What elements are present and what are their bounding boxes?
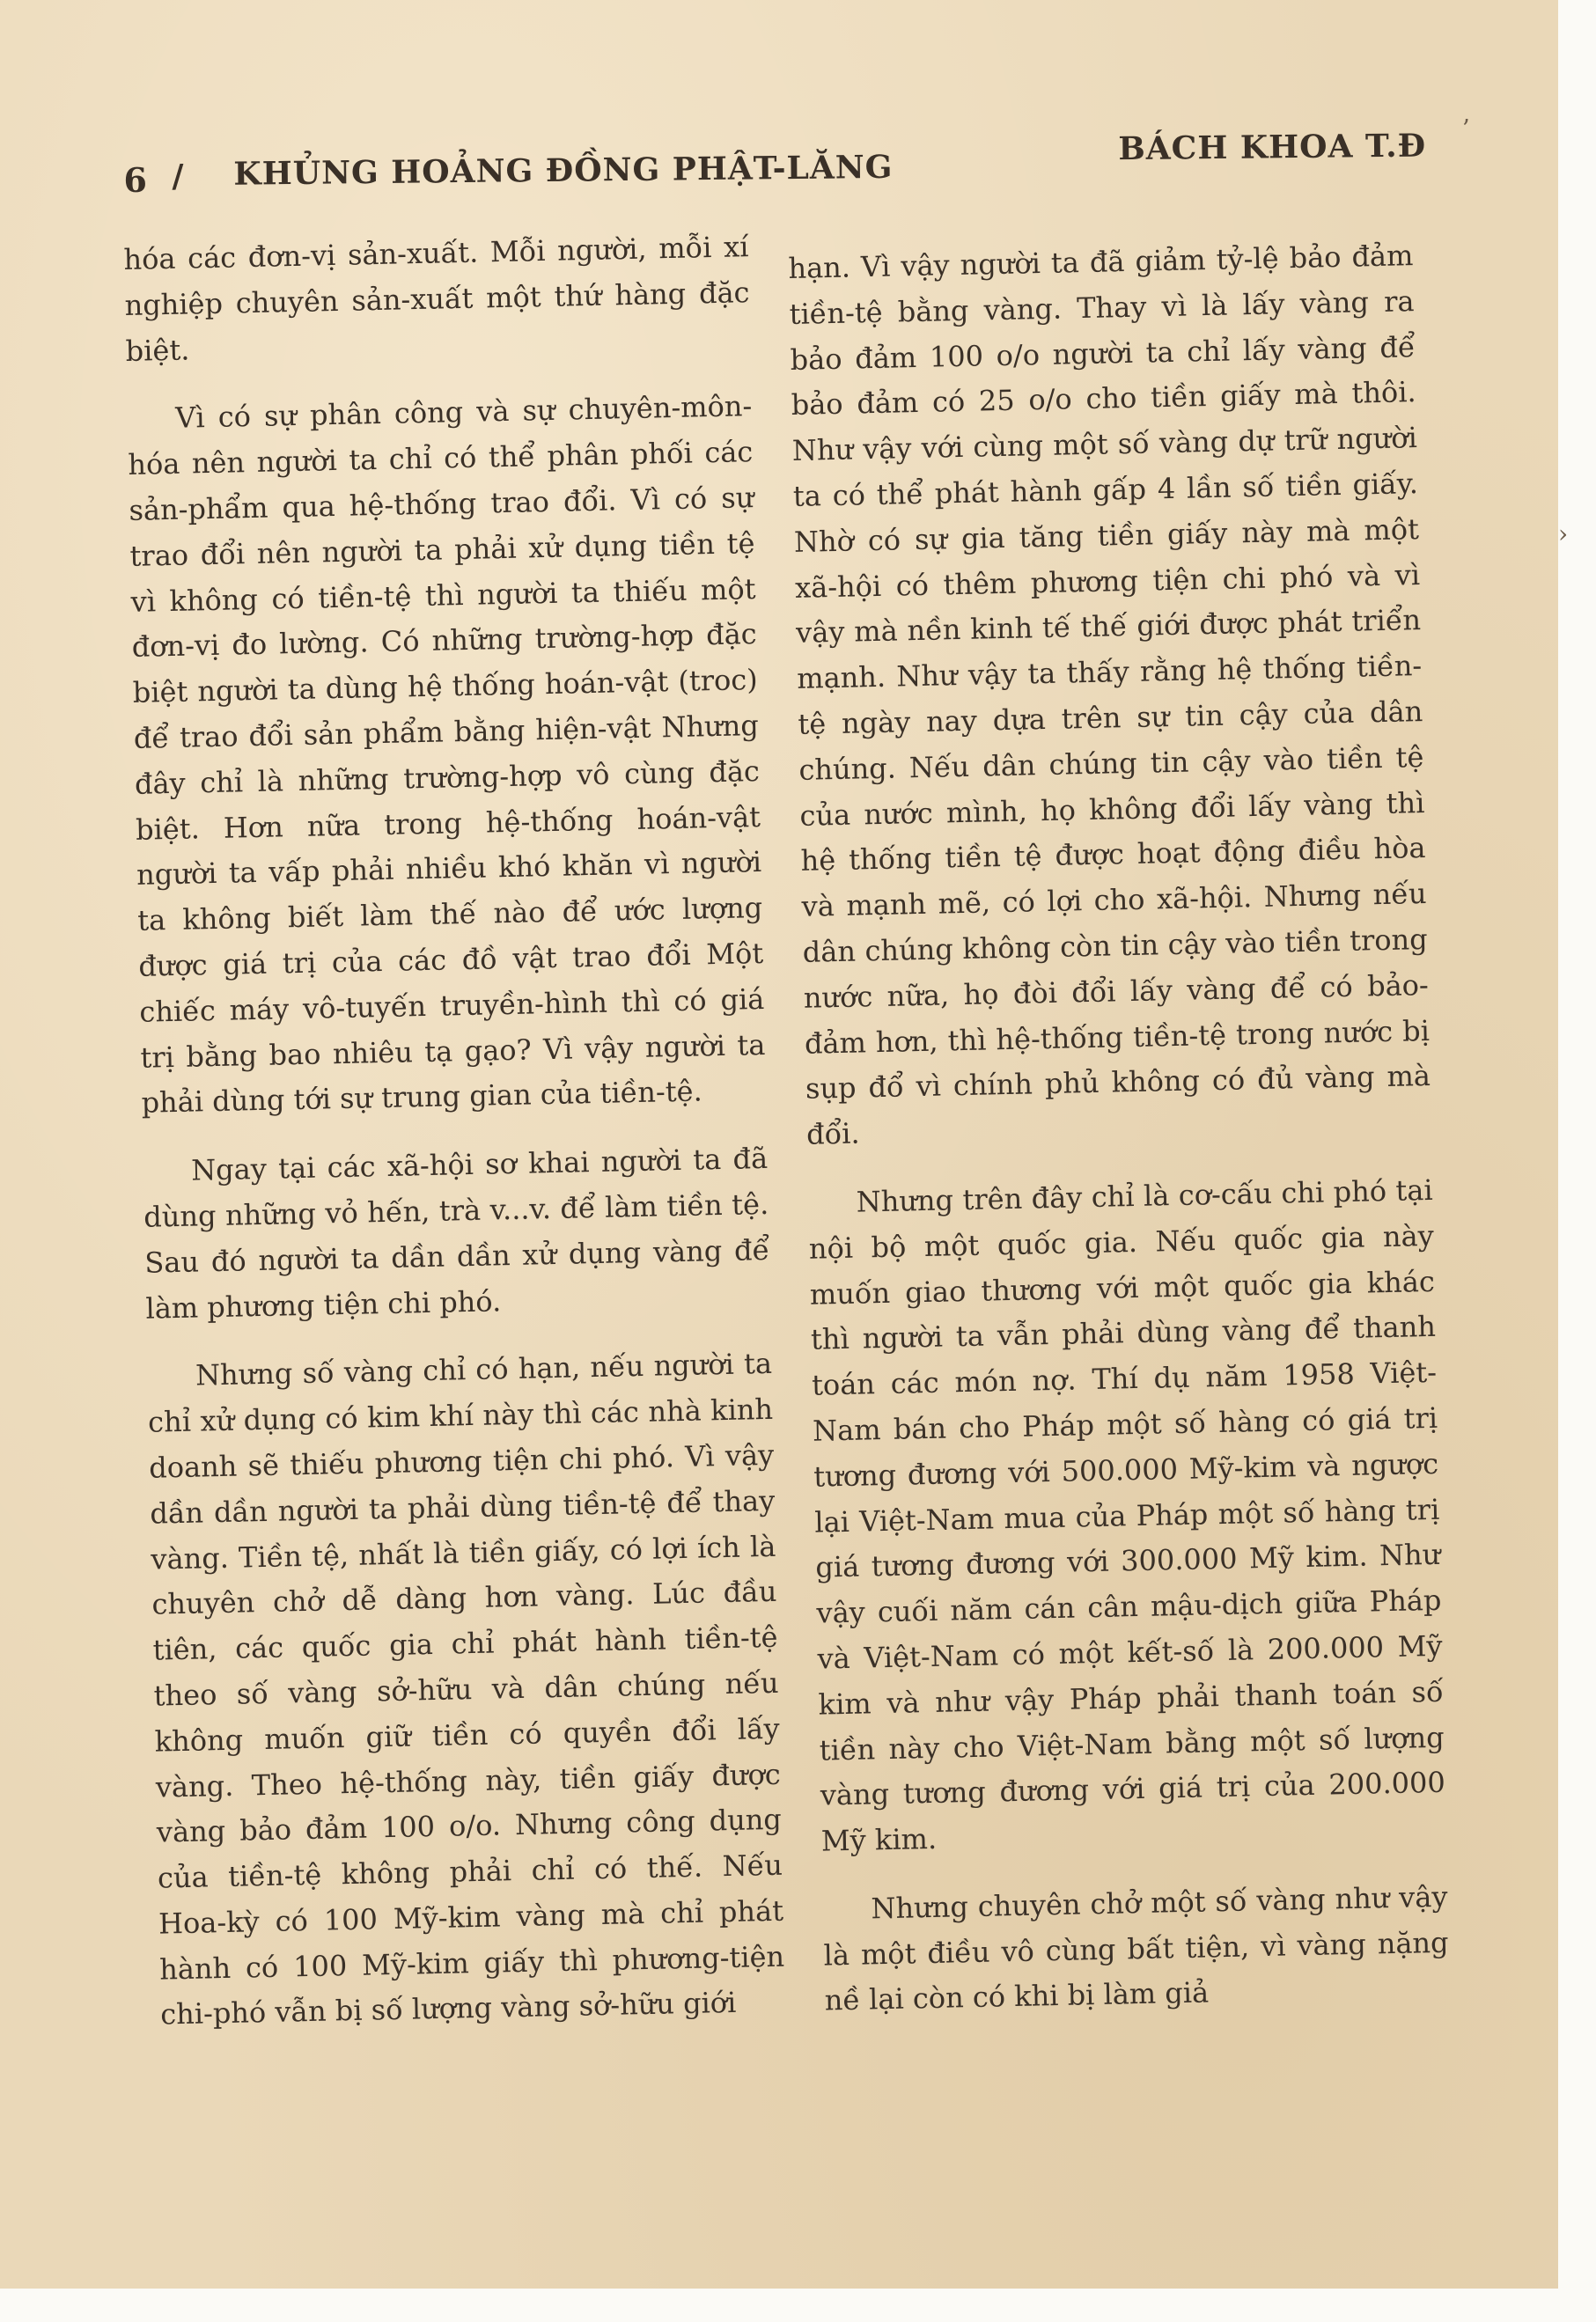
running-title: KHỦNG HOẢNG ĐỒNG PHẬT-LĂNG	[233, 148, 894, 193]
page-number: 6	[123, 159, 148, 200]
paragraph: hạn. Vì vậy người ta đã giảm tỷ-lệ bảo đảm tiền-tệ bằng vàng. Thay vì là lấy vàng ra bảo đảm 100 o/o người ta chỉ lấy vàng để bảo đảm có 25 o/o cho tiền giấy mà thôi. Như vậy với cùng một số vàng dự trữ người ta có thể phát hành gấp 4 lần số tiền giấy. Nhờ có sự gia tăng tiền giấy này mà một xã-hội có thêm phương tiện chi phó và vì vậy mà nền kinh tế thế giới được phát triển mạnh. Như vậy ta thấy rằng hệ thống tiền-tệ ngày nay dựa trên sự tin cậy của dân chúng. Nếu dân chúng tin cậy vào tiền tệ của nước mình, họ không đổi lấy vàng thì hệ thống tiền tệ được hoạt động điều hòa và mạnh mẽ, có lợi cho xã-hội. Nhưng nếu dân chúng không còn tin cậy vào tiền trong nước nữa, họ đòi đổi lấy vàng để có bảo-đảm hơn, thì hệ-thống tiền-tệ trong nước bị sụp đổ vì chính phủ không có đủ vàng mà đổi.	[788, 239, 1431, 1151]
journal-name: BÁCH KHOA T.Đ	[1118, 127, 1427, 168]
header-separator: /	[172, 158, 184, 195]
left-column	[123, 224, 786, 2061]
paragraph: hóa các đơn-vị sản-xuất. Mỗi người, mỗi xí nghiệp chuyên sản-xuất một thứ hàng đặc biệt.	[123, 230, 750, 368]
paragraph: Vì có sự phân công và sự chuyên-môn-hóa nên người ta chỉ có thể phân phối các sản-phẩm qua hệ-thống trao đổi. Vì có sự trao đổi nên người ta phải xử dụng tiền tệ vì không có tiền-tệ thì người ta thiếu một đơn-vị đo lường. Có những trường-hợp đặc biệt người ta dùng hệ thống hoán-vật (troc) để trao đổi sản phẩm bằng hiện-vật Nhưng đây chỉ là những trường-hợp vô cùng đặc biệt. Hơn nữa trong hệ-thống hoán-vật người ta vấp phải nhiều khó khăn vì người ta không biết làm thế nào để ước lượng được giá trị của các đồ vật trao đổi Một chiếc máy vô-tuyến truyền-hình thì có giá trị bằng bao nhiêu tạ gạo? Vì vậy người ta phải dùng tới sự trung gian của tiền-tệ.	[128, 389, 766, 1121]
paragraph: Nhưng chuyên chở một số vàng như vậy là một điều vô cùng bất tiện, vì vàng nặng nề lại còn có khi bị làm giả	[823, 1879, 1449, 2018]
paper-speck: ʼ	[1461, 114, 1469, 143]
paper-speck: ›	[1558, 519, 1569, 548]
page-header	[123, 128, 1427, 202]
paragraph: Nhưng trên đây chỉ là cơ-cấu chi phó tại nội bộ một quốc gia. Nếu quốc gia này muốn giao thương với một quốc gia khác thì người ta vẫn phải dùng vàng để thanh toán các món nợ. Thí dụ năm 1958 Việt-Nam bán cho Pháp một số hàng có giá trị tương đương với 500.000 Mỹ-kim và ngược lại Việt-Nam mua của Pháp một số hàng trị giá tương đương với 300.000 Mỹ kim. Như vậy cuối năm cán cân mậu-dịch giữa Pháp và Việt-Nam có một kết-số là 200.000 Mỹ kim và như vậy Pháp phải thanh toán số tiền này cho Việt-Nam bằng một số lượng vàng tương đương với giá trị của 200.000 Mỹ kim.	[808, 1172, 1446, 1858]
paragraph: Ngay tại các xã-hội sơ khai người ta đã dùng những vỏ hến, trà v...v. để làm tiền tệ. Sau đó người ta dần dần xử dụng vàng để làm phương tiện chi phó.	[143, 1142, 770, 1326]
paragraph: Nhưng số vàng chỉ có hạn, nếu người ta chỉ xử dụng có kim khí này thì các nhà kinh doanh sẽ thiếu phương tiện chi phó. Vì vậy dần dần người ta phải dùng tiền-tệ để thay vàng. Tiền tệ, nhất là tiền giấy, có lợi ích là chuyên chở dễ dàng hơn vàng. Lúc đầu tiên, các quốc gia chỉ phát hành tiền-tệ theo số vàng sở-hữu và dân chúng nếu không muốn giữ tiền có quyền đổi lấy vàng. Theo hệ-thống này, tiền giấy được vàng bảo đảm 100 o/o. Nhưng công dụng của tiền-tệ không phải chỉ có thế. Nếu Hoa-kỳ có 100 Mỹ-kim vàng mà chỉ phát hành có 100 Mỹ-kim giấy thì phương-tiện chi-phó vẫn bị số lượng vàng sở-hữu giới	[147, 1347, 785, 2032]
right-column	[788, 233, 1451, 2047]
